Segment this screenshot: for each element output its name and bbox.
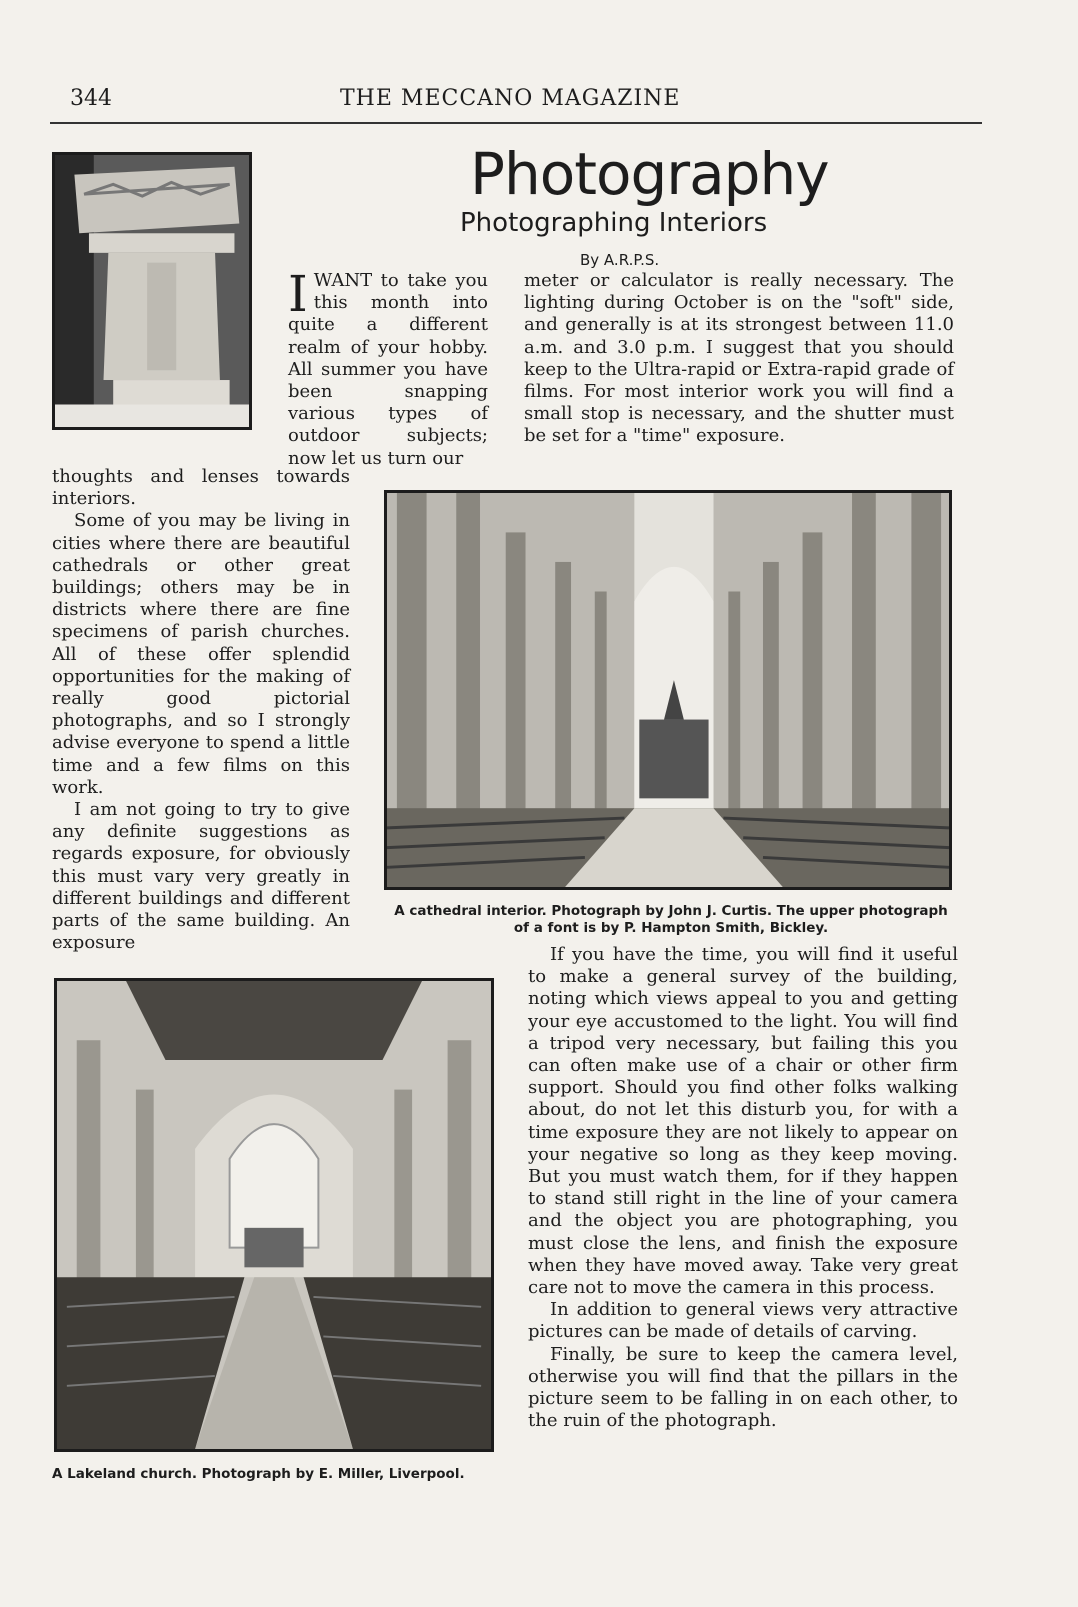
left-column [52, 466, 350, 954]
right-column-top: meter or calculator is really necessary. The lighting during October is on the "soft" side, and generally is at its strongest between 11.0 a.m. and 3.0 p.m. I suggest that you should keep to the Ultra-rapid or Extra-rapid grade of films. For most interior work you will find a small stop is necessary, and the shutter must be set for a "time" exposure. [524, 270, 954, 447]
left-paragraph-1: Some of you may be living in cities where there are beautiful cathedrals or other great buildings; others may be in districts where there are fine specimens of parish churches. All of these offer splendid opportunities for the making of really good pictorial photographs, and so I strongly advise everyone to spend a little time and a few films on this work. [52, 510, 350, 798]
article-title: Photography [470, 140, 829, 208]
font-photo [52, 152, 252, 430]
left-paragraph-2: I am not going to try to give any definite suggestions as regards exposure, for obviously this must vary very greatly in different buildings and different parts of the same building. An exposure [52, 799, 350, 954]
magazine-title: THE MECCANO MAGAZINE [340, 86, 681, 111]
drop-cap: I [288, 265, 308, 323]
header-rule [50, 122, 982, 124]
right-paragraph-2: In addition to general views very attractive pictures can be made of details of carving. [528, 1299, 958, 1343]
lakeland-caption: A Lakeland church. Photograph by E. Miller, Liverpool. [52, 1466, 465, 1482]
cathedral-photo [384, 490, 952, 890]
cathedral-caption: A cathedral interior. Photograph by John J. Curtis. The upper photograph of a font is by P. Hampton Smith, Bickley. [394, 903, 948, 936]
intro-paragraph: IWANT to take you this month into quite a different realm of your hobby. All summer you have been snapping various types of outdoor subjects; now let us turn our [288, 265, 488, 469]
intro-continuation: thoughts and lenses towards interiors. [52, 466, 350, 510]
lakeland-church-photo [54, 978, 494, 1452]
article-subtitle: Photographing Interiors [460, 208, 768, 238]
right-column-bottom [528, 944, 958, 1432]
article-byline: By A.R.P.S. [580, 251, 660, 269]
page-number: 344 [70, 86, 112, 111]
right-paragraph-3: Finally, be sure to keep the camera level, otherwise you will find that the pillars in the picture seem to be falling in on each other, to the ruin of the photograph. [528, 1343, 958, 1432]
right-paragraph-1: If you have the time, you will find it useful to make a general survey of the building, noting which views appeal to you and getting your eye accustomed to the light. You will find a tripod very necessary, but failing this you can often make use of a chair or other firm support. Should you find other folks walking about, do not let this disturb you, for with a time exposure they are not likely to appear on your negative so long as they keep moving. But you must watch them, for if they happen to stand still right in the line of your camera and the object you are photographing, you must close the lens, and finish the exposure when they have moved away. Take very great care not to move the camera in this process. [528, 944, 958, 1299]
